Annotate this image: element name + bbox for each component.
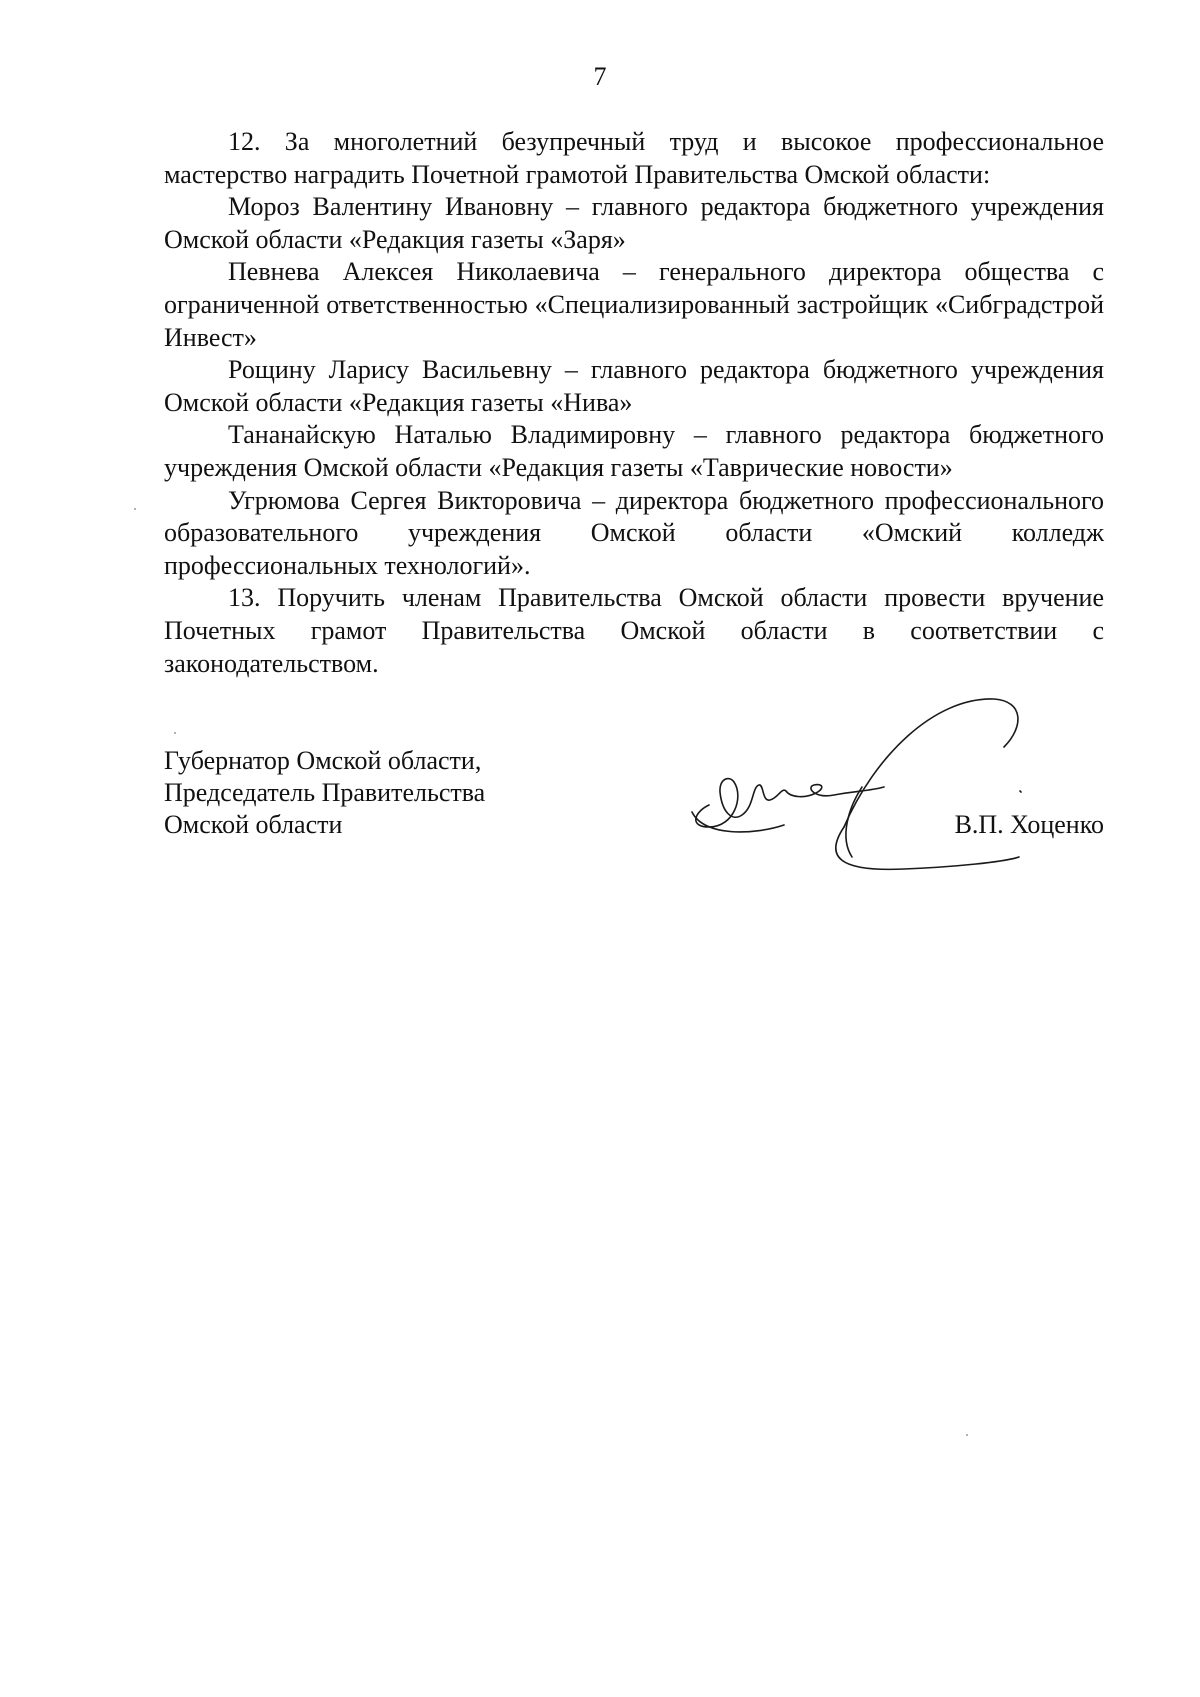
handwritten-signature [674,687,1054,877]
scan-speck [134,508,136,510]
signatory-title [164,745,485,841]
paragraph-awardee-ugryumov: Угрюмова Сергея Викторовича – директора бюджетного профессионального образовательного учреждения Омской области «Омский колледж профессиональных технологий». [164,485,1104,580]
signatory-name: В.П. Хоценко [954,810,1104,839]
paragraph-awardee-tananayskaya: Тананайскую Наталью Владимировну – главного редактора бюджетного учреждения Омской области «Редакция газеты «Таврические новости» [164,420,1104,482]
paragraph-awardee-roshchina: Рощину Ларису Васильевну – главного редактора бюджетного учреждения Омской области «Редакция газеты «Нива» [164,355,1104,417]
scan-speck [174,732,176,734]
page-number: 7 [593,62,607,91]
scan-speck [966,1434,968,1436]
paragraph-awardee-pevnev: Певнева Алексея Николаевича – генерального директора общества с ограниченной ответственностью «Специализированный застройщик «Сибградстрой Инвест» [164,257,1104,352]
signature-block [164,745,1104,875]
signatory-title-line: Губернатор Омской области, [164,746,482,775]
paragraph-awardee-moroz: Мороз Валентину Ивановну – главного редактора бюджетного учреждения Омской области «Редакция газеты «Заря» [164,192,1104,254]
signatory-title-line: Председатель Правительства [164,778,486,807]
signatory-title-line: Омской области [164,810,343,839]
document-body [164,126,1104,680]
paragraph-instruction: 13. Поручить членам Правительства Омской области провести вручение Почетных грамот Правительства Омской области в соответствии с законодательством. [164,583,1104,678]
paragraph-award-decision: 12. За многолетний безупречный труд и высокое профессиональное мастерство наградить Почетной грамотой Правительства Омской области: [164,127,1104,189]
